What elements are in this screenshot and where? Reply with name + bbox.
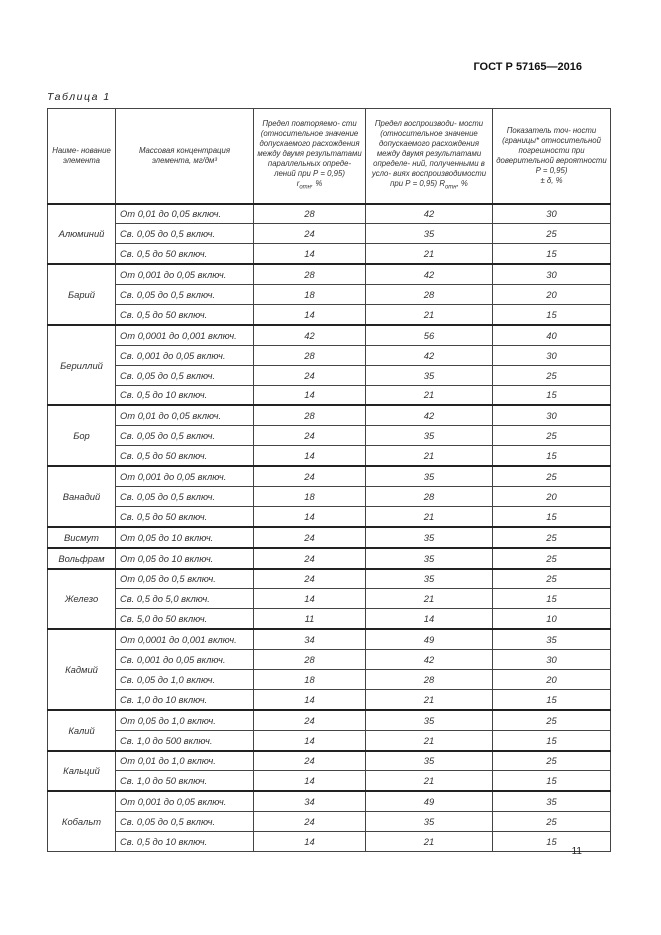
concentration-range-cell: Св. 0,05 до 0,5 включ. bbox=[116, 486, 254, 506]
repeatability-cell: 28 bbox=[254, 264, 366, 284]
repeatability-cell: 14 bbox=[254, 385, 366, 405]
repeatability-cell: 24 bbox=[254, 569, 366, 589]
table-row bbox=[48, 466, 611, 486]
repeatability-cell: 34 bbox=[254, 629, 366, 649]
table-row bbox=[48, 304, 611, 324]
reproducibility-cell: 21 bbox=[366, 589, 493, 609]
concentration-range-cell: Св. 0,05 до 0,5 включ. bbox=[116, 365, 254, 385]
accuracy-cell: 30 bbox=[493, 204, 611, 224]
concentration-range-cell: Св. 0,05 до 1,0 включ. bbox=[116, 669, 254, 689]
repeatability-cell: 18 bbox=[254, 285, 366, 305]
precision-table bbox=[47, 108, 611, 852]
repeatability-cell: 24 bbox=[254, 224, 366, 244]
reproducibility-cell: 28 bbox=[366, 669, 493, 689]
element-name-cell: Кобальт bbox=[48, 791, 116, 851]
header-element: Наиме- нование элемента bbox=[48, 109, 116, 204]
accuracy-cell: 15 bbox=[493, 244, 611, 264]
concentration-range-cell: От 0,001 до 0,05 включ. bbox=[116, 264, 254, 284]
concentration-range-cell: Св. 0,05 до 0,5 включ. bbox=[116, 285, 254, 305]
accuracy-cell: 15 bbox=[493, 385, 611, 405]
element-name-cell: Ванадий bbox=[48, 466, 116, 527]
reproducibility-cell: 35 bbox=[366, 527, 493, 548]
reproducibility-cell: 14 bbox=[366, 609, 493, 629]
table-row bbox=[48, 405, 611, 425]
reproducibility-cell: 42 bbox=[366, 650, 493, 670]
element-name-cell: Кальций bbox=[48, 751, 116, 792]
repeatability-cell: 14 bbox=[254, 506, 366, 526]
header-repeatability-symbol: r bbox=[296, 178, 300, 188]
accuracy-cell: 25 bbox=[493, 466, 611, 486]
header-accuracy bbox=[493, 109, 611, 204]
table-body bbox=[48, 204, 611, 852]
reproducibility-cell: 21 bbox=[366, 832, 493, 852]
header-reproducibility-unit: , % bbox=[456, 178, 468, 188]
concentration-range-cell: Св. 1,0 до 10 включ. bbox=[116, 689, 254, 709]
table-row bbox=[48, 650, 611, 670]
reproducibility-cell: 21 bbox=[366, 689, 493, 709]
concentration-range-cell: Св. 0,5 до 50 включ. bbox=[116, 244, 254, 264]
repeatability-cell: 18 bbox=[254, 669, 366, 689]
header-concentration: Массовая концентрация элемента, мг/дм³ bbox=[116, 109, 254, 204]
header-reproducibility-text: Предел воспроизводи- мости (относительное значение допускаемого расхождения между двумя результатами определе- ний, полученными в усло- виях воспроизводимости при Р = 0,95) bbox=[371, 118, 487, 188]
table-row bbox=[48, 569, 611, 589]
reproducibility-cell: 21 bbox=[366, 244, 493, 264]
table-row bbox=[48, 629, 611, 649]
accuracy-cell: 20 bbox=[493, 486, 611, 506]
concentration-range-cell: Св. 0,5 до 10 включ. bbox=[116, 832, 254, 852]
table-row bbox=[48, 325, 611, 345]
reproducibility-cell: 21 bbox=[366, 771, 493, 791]
reproducibility-cell: 49 bbox=[366, 791, 493, 811]
reproducibility-cell: 42 bbox=[366, 204, 493, 224]
table-row bbox=[48, 609, 611, 629]
element-name-cell: Вольфрам bbox=[48, 548, 116, 569]
repeatability-cell: 28 bbox=[254, 204, 366, 224]
accuracy-cell: 25 bbox=[493, 569, 611, 589]
table-row bbox=[48, 244, 611, 264]
reproducibility-cell: 42 bbox=[366, 264, 493, 284]
table-row bbox=[48, 204, 611, 224]
concentration-range-cell: Св. 1,0 до 50 включ. bbox=[116, 771, 254, 791]
concentration-range-cell: Св. 0,05 до 0,5 включ. bbox=[116, 426, 254, 446]
element-name-cell: Алюминий bbox=[48, 204, 116, 265]
table-row bbox=[48, 345, 611, 365]
accuracy-cell: 25 bbox=[493, 365, 611, 385]
reproducibility-cell: 21 bbox=[366, 506, 493, 526]
concentration-range-cell: Св. 0,5 до 10 включ. bbox=[116, 385, 254, 405]
page-number: 11 bbox=[571, 846, 582, 857]
repeatability-cell: 18 bbox=[254, 486, 366, 506]
concentration-range-cell: От 0,01 до 0,05 включ. bbox=[116, 204, 254, 224]
accuracy-cell: 15 bbox=[493, 689, 611, 709]
accuracy-cell: 30 bbox=[493, 345, 611, 365]
document-standard-number: ГОСТ Р 57165—2016 bbox=[473, 61, 582, 73]
concentration-range-cell: От 0,01 до 1,0 включ. bbox=[116, 751, 254, 771]
table-row bbox=[48, 446, 611, 466]
table-row bbox=[48, 812, 611, 832]
table-row bbox=[48, 385, 611, 405]
reproducibility-cell: 49 bbox=[366, 629, 493, 649]
reproducibility-cell: 21 bbox=[366, 446, 493, 466]
repeatability-cell: 28 bbox=[254, 405, 366, 425]
accuracy-cell: 25 bbox=[493, 426, 611, 446]
accuracy-cell: 25 bbox=[493, 812, 611, 832]
header-repeatability-text: Предел повторяемо- сти (относительное значение допускаемого расхождения между двумя результатами параллельных опреде- лений при Р = 0,95) bbox=[257, 118, 362, 178]
repeatability-cell: 24 bbox=[254, 812, 366, 832]
accuracy-cell: 25 bbox=[493, 224, 611, 244]
repeatability-cell: 14 bbox=[254, 832, 366, 852]
accuracy-cell: 20 bbox=[493, 285, 611, 305]
concentration-range-cell: От 0,001 до 0,05 включ. bbox=[116, 466, 254, 486]
reproducibility-cell: 28 bbox=[366, 486, 493, 506]
reproducibility-cell: 35 bbox=[366, 426, 493, 446]
repeatability-cell: 11 bbox=[254, 609, 366, 629]
table-row bbox=[48, 506, 611, 526]
concentration-range-cell: От 0,0001 до 0,001 включ. bbox=[116, 325, 254, 345]
element-name-cell: Кадмий bbox=[48, 629, 116, 710]
table-row bbox=[48, 285, 611, 305]
table-row bbox=[48, 832, 611, 852]
table-row bbox=[48, 689, 611, 709]
reproducibility-cell: 35 bbox=[366, 365, 493, 385]
repeatability-cell: 14 bbox=[254, 304, 366, 324]
accuracy-cell: 15 bbox=[493, 446, 611, 466]
table-row bbox=[48, 791, 611, 811]
repeatability-cell: 24 bbox=[254, 466, 366, 486]
reproducibility-cell: 56 bbox=[366, 325, 493, 345]
header-reproducibility-symbol: R bbox=[439, 178, 445, 188]
element-name-cell: Калий bbox=[48, 710, 116, 751]
accuracy-cell: 15 bbox=[493, 771, 611, 791]
table-row bbox=[48, 669, 611, 689]
reproducibility-cell: 35 bbox=[366, 812, 493, 832]
repeatability-cell: 14 bbox=[254, 771, 366, 791]
repeatability-cell: 24 bbox=[254, 365, 366, 385]
concentration-range-cell: От 0,01 до 0,05 включ. bbox=[116, 405, 254, 425]
header-reproducibility bbox=[366, 109, 493, 204]
accuracy-cell: 30 bbox=[493, 405, 611, 425]
accuracy-cell: 15 bbox=[493, 506, 611, 526]
accuracy-cell: 35 bbox=[493, 629, 611, 649]
repeatability-cell: 42 bbox=[254, 325, 366, 345]
header-accuracy-symbol: ± δ, % bbox=[540, 175, 563, 185]
accuracy-cell: 25 bbox=[493, 548, 611, 569]
concentration-range-cell: От 0,001 до 0,05 включ. bbox=[116, 791, 254, 811]
accuracy-cell: 10 bbox=[493, 609, 611, 629]
repeatability-cell: 34 bbox=[254, 791, 366, 811]
header-accuracy-text: Показатель точ- ности (границы* относительной погрешности при доверительной вероятности Р = 0,95) bbox=[496, 125, 607, 175]
reproducibility-cell: 42 bbox=[366, 345, 493, 365]
concentration-range-cell: Св. 0,05 до 0,5 включ. bbox=[116, 812, 254, 832]
reproducibility-cell: 35 bbox=[366, 569, 493, 589]
table-row bbox=[48, 589, 611, 609]
accuracy-cell: 25 bbox=[493, 710, 611, 730]
reproducibility-cell: 35 bbox=[366, 710, 493, 730]
accuracy-cell: 35 bbox=[493, 791, 611, 811]
concentration-range-cell: Св. 0,05 до 0,5 включ. bbox=[116, 224, 254, 244]
header-reproducibility-sub: отн bbox=[444, 184, 457, 191]
reproducibility-cell: 21 bbox=[366, 304, 493, 324]
table-row bbox=[48, 771, 611, 791]
table-row bbox=[48, 527, 611, 548]
accuracy-cell: 15 bbox=[493, 304, 611, 324]
table-row bbox=[48, 548, 611, 569]
accuracy-cell: 25 bbox=[493, 751, 611, 771]
repeatability-cell: 24 bbox=[254, 527, 366, 548]
concentration-range-cell: Св. 1,0 до 500 включ. bbox=[116, 730, 254, 750]
repeatability-cell: 24 bbox=[254, 751, 366, 771]
repeatability-cell: 28 bbox=[254, 650, 366, 670]
table-row bbox=[48, 710, 611, 730]
concentration-range-cell: Св. 0,5 до 5,0 включ. bbox=[116, 589, 254, 609]
repeatability-cell: 24 bbox=[254, 548, 366, 569]
repeatability-cell: 24 bbox=[254, 426, 366, 446]
table-row bbox=[48, 751, 611, 771]
concentration-range-cell: Св. 0,001 до 0,05 включ. bbox=[116, 650, 254, 670]
repeatability-cell: 14 bbox=[254, 244, 366, 264]
table-title: Таблица 1 bbox=[47, 91, 111, 103]
table-row bbox=[48, 426, 611, 446]
element-name-cell: Бор bbox=[48, 405, 116, 466]
repeatability-cell: 14 bbox=[254, 689, 366, 709]
reproducibility-cell: 28 bbox=[366, 285, 493, 305]
table-header-row bbox=[48, 109, 611, 204]
element-name-cell: Барий bbox=[48, 264, 116, 325]
element-name-cell: Бериллий bbox=[48, 325, 116, 406]
header-repeatability-unit: , % bbox=[310, 178, 323, 188]
accuracy-cell: 30 bbox=[493, 650, 611, 670]
element-name-cell: Железо bbox=[48, 569, 116, 630]
concentration-range-cell: Св. 0,001 до 0,05 включ. bbox=[116, 345, 254, 365]
accuracy-cell: 30 bbox=[493, 264, 611, 284]
element-name-cell: Висмут bbox=[48, 527, 116, 548]
repeatability-cell: 14 bbox=[254, 589, 366, 609]
repeatability-cell: 14 bbox=[254, 730, 366, 750]
header-repeatability bbox=[254, 109, 366, 204]
reproducibility-cell: 35 bbox=[366, 548, 493, 569]
header-repeatability-sub: отн bbox=[299, 184, 311, 191]
accuracy-cell: 15 bbox=[493, 730, 611, 750]
reproducibility-cell: 42 bbox=[366, 405, 493, 425]
table-row bbox=[48, 365, 611, 385]
concentration-range-cell: От 0,05 до 1,0 включ. bbox=[116, 710, 254, 730]
accuracy-cell: 40 bbox=[493, 325, 611, 345]
reproducibility-cell: 35 bbox=[366, 466, 493, 486]
table-row bbox=[48, 486, 611, 506]
concentration-range-cell: От 0,05 до 0,5 включ. bbox=[116, 569, 254, 589]
reproducibility-cell: 21 bbox=[366, 385, 493, 405]
concentration-range-cell: Св. 0,5 до 50 включ. bbox=[116, 506, 254, 526]
concentration-range-cell: От 0,05 до 10 включ. bbox=[116, 527, 254, 548]
concentration-range-cell: Св. 0,5 до 50 включ. bbox=[116, 446, 254, 466]
repeatability-cell: 24 bbox=[254, 710, 366, 730]
concentration-range-cell: Св. 0,5 до 50 включ. bbox=[116, 304, 254, 324]
reproducibility-cell: 35 bbox=[366, 751, 493, 771]
repeatability-cell: 28 bbox=[254, 345, 366, 365]
accuracy-cell: 15 bbox=[493, 589, 611, 609]
table-row bbox=[48, 264, 611, 284]
reproducibility-cell: 35 bbox=[366, 224, 493, 244]
table-row bbox=[48, 730, 611, 750]
concentration-range-cell: От 0,0001 до 0,001 включ. bbox=[116, 629, 254, 649]
accuracy-cell: 20 bbox=[493, 669, 611, 689]
accuracy-cell: 15 bbox=[493, 832, 611, 852]
concentration-range-cell: От 0,05 до 10 включ. bbox=[116, 548, 254, 569]
concentration-range-cell: Св. 5,0 до 50 включ. bbox=[116, 609, 254, 629]
repeatability-cell: 14 bbox=[254, 446, 366, 466]
table-row bbox=[48, 224, 611, 244]
accuracy-cell: 25 bbox=[493, 527, 611, 548]
reproducibility-cell: 21 bbox=[366, 730, 493, 750]
